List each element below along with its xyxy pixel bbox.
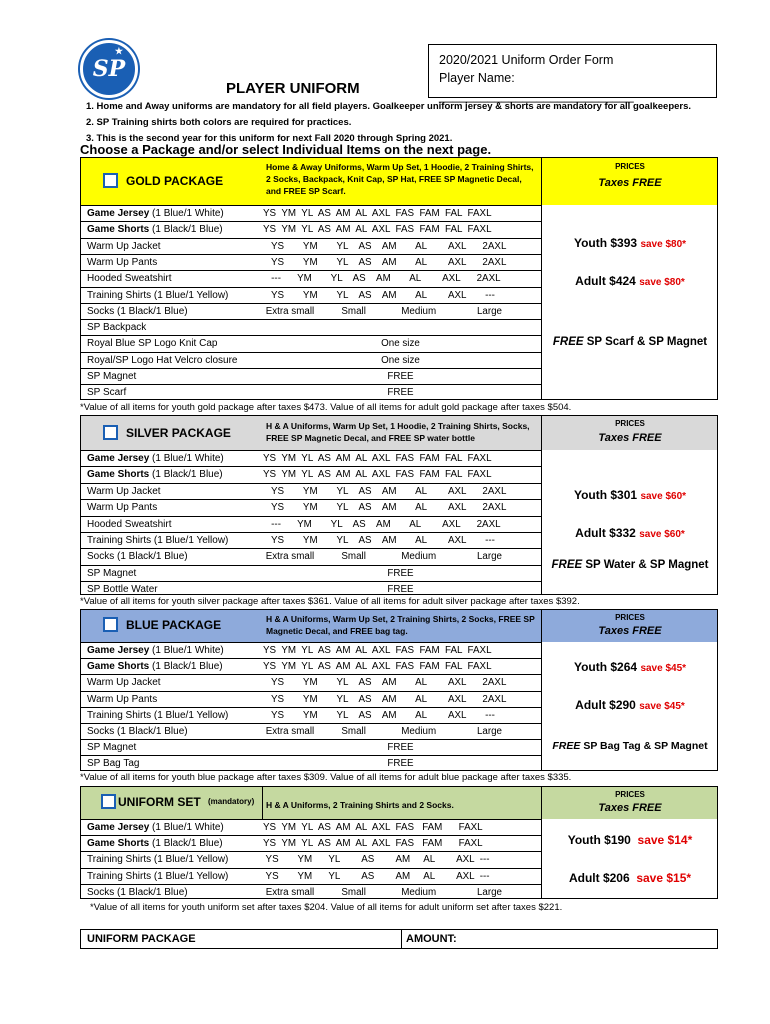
item-row[interactable] — [81, 739, 541, 755]
choose-heading: Choose a Package and/or select Individual Items on the next page. — [80, 142, 492, 157]
item-name: Game Jersey (1 Blue/1 White) — [87, 645, 224, 656]
item-name: Game Jersey (1 Blue/1 White) — [87, 822, 224, 833]
item-name: Game Jersey (1 Blue/1 White) — [87, 453, 224, 464]
blue-taxes-free: Taxes FREE — [598, 625, 662, 637]
size-options[interactable]: YS YM YL AS AM AL AXL 2AXL — [263, 502, 507, 514]
item-row[interactable] — [81, 483, 541, 499]
blue-youth-price: Youth $264 save $45* — [573, 660, 687, 674]
blue-package-label: BLUE PACKAGE — [126, 617, 222, 632]
item-name: Warm Up Pants — [87, 502, 158, 514]
size-options[interactable]: YS YM YL AS AM AL AXL --- — [263, 709, 495, 721]
item-row[interactable] — [81, 884, 541, 900]
item-row[interactable] — [81, 835, 541, 851]
uniform-set-taxes-free: Taxes FREE — [598, 802, 662, 814]
silver-youth-price: Youth $301 save $60* — [573, 488, 687, 502]
silver-description: H & A Uniforms, Warm Up Set, 1 Hoodie, 2 Training Shirts, Socks, FREE SP Magnetic Decal, and FREE SP water bottle — [266, 421, 530, 443]
silver-adult-price: Adult $332 save $60* — [575, 526, 685, 540]
item-row[interactable] — [81, 466, 541, 482]
item-row[interactable] — [81, 450, 541, 466]
order-form-box — [428, 44, 717, 103]
uniform-set-title — [101, 794, 254, 809]
blue-adult-price: Adult $290 save $45* — [575, 698, 685, 712]
gold-package-title — [103, 173, 223, 188]
item-row[interactable] — [81, 368, 541, 384]
gold-package-section — [80, 157, 718, 400]
item-row[interactable] — [81, 384, 541, 400]
item-row[interactable] — [81, 270, 541, 286]
size-options[interactable]: FREE — [387, 758, 414, 770]
item-row[interactable] — [81, 221, 541, 237]
rule-item: 2. SP Training shirts both colors are required for practices. — [86, 117, 352, 128]
size-options[interactable]: YS YM YL AS AM AL AXL FAS FAM FAXL — [263, 838, 483, 850]
blue-free-note: FREE SP Bag Tag & SP Magnet — [552, 740, 708, 752]
item-row[interactable] — [81, 723, 541, 739]
size-options[interactable]: YS YM YL AS AM AL AXL FAS FAM FAXL — [263, 822, 483, 833]
item-name: Game Shorts (1 Black/1 Blue) — [87, 224, 223, 236]
silver-checkbox[interactable] — [103, 425, 118, 440]
silver-package-section — [80, 415, 718, 595]
rule-item: 1. Home and Away uniforms are mandatory for all field players. Goalkeeper uniform jersey & shorts are mandatory for all goalkeepers. — [86, 101, 692, 112]
size-options[interactable]: YS YM YL AS AM AL AXL FAS FAM FAL FAXL — [263, 469, 492, 481]
size-options[interactable]: --- YM YL AS AM AL AXL 2AXL — [263, 518, 501, 530]
item-row[interactable] — [81, 674, 541, 690]
item-row[interactable] — [81, 548, 541, 564]
uniform-set-adult-price: Adult $206 save $15* — [568, 871, 692, 885]
blue-description: H & A Uniforms, Warm Up Set, 2 Training Shirts, 2 Socks, FREE SP Magnetic Decal, and FREE bag tag. — [266, 614, 535, 636]
size-options[interactable]: Extra small Small Medium Large — [263, 886, 503, 898]
item-name: SP Magnet — [87, 371, 137, 382]
item-row[interactable] — [81, 565, 541, 581]
sp-logo — [80, 40, 138, 98]
blue-package-title — [103, 617, 221, 632]
blue-footnote: *Value of all items for youth blue package after taxes $309. Value of all items for adult blue package after taxes $335. — [80, 772, 572, 783]
item-row[interactable] — [81, 205, 541, 221]
silver-prices-label: PRICES — [615, 419, 645, 428]
item-row[interactable] — [81, 352, 541, 368]
size-options[interactable]: YS YM YL AS AM AL AXL FAS FAM FAL FAXL — [263, 453, 492, 464]
item-row[interactable] — [81, 755, 541, 771]
amount-field[interactable]: AMOUNT: — [401, 930, 457, 948]
item-name: Warm Up Jacket — [87, 240, 161, 252]
item-name: Socks (1 Black/1 Blue) — [87, 886, 188, 898]
item-name: Warm Up Pants — [87, 693, 158, 705]
size-options[interactable]: Extra small Small Medium Large — [263, 305, 503, 317]
page-title: PLAYER UNIFORM — [226, 80, 360, 97]
order-form-title: 2020/2021 Uniform Order Form — [439, 53, 614, 67]
size-options[interactable]: YS YM YL AS AM AL AXL --- — [263, 535, 495, 546]
item-name: Training Shirts (1 Blue/1 Yellow) — [87, 535, 229, 546]
size-options[interactable]: FREE — [387, 387, 414, 399]
blue-package-section — [80, 609, 718, 771]
size-options[interactable]: YS YM YL AS AM AL AXL FAS FAM FAL FAXL — [263, 224, 492, 236]
item-name: Hooded Sweatshirt — [87, 273, 172, 285]
size-options[interactable]: YS YM YL AS AM AL AXL 2AXL — [263, 256, 507, 268]
blue-checkbox[interactable] — [103, 617, 118, 632]
item-row[interactable] — [81, 499, 541, 515]
item-name: Warm Up Pants — [87, 256, 158, 268]
item-name: Warm Up Jacket — [87, 485, 161, 497]
uniform-set-youth-price: Youth $190 save $14* — [567, 833, 693, 847]
gold-free-note: FREE SP Scarf & SP Magnet — [552, 336, 708, 348]
uniform-set-checkbox[interactable] — [101, 794, 116, 809]
item-row[interactable] — [81, 707, 541, 723]
silver-free-note: FREE SP Water & SP Magnet — [551, 559, 709, 571]
silver-taxes-free: Taxes FREE — [598, 432, 662, 444]
uniform-package-label: UNIFORM PACKAGE — [87, 933, 196, 945]
gold-checkbox[interactable] — [103, 173, 118, 188]
item-row[interactable] — [81, 658, 541, 674]
item-name: SP Backpack — [87, 322, 147, 334]
item-name: SP Magnet — [87, 567, 137, 579]
gold-package-label: GOLD PACKAGE — [126, 173, 224, 188]
silver-package-title — [103, 425, 231, 440]
size-options[interactable]: YS YM YL AS AM AL AXL 2AXL — [263, 240, 507, 252]
item-row[interactable] — [81, 851, 541, 867]
size-options[interactable]: FREE — [387, 742, 414, 754]
item-row[interactable] — [81, 238, 541, 254]
item-row[interactable] — [81, 868, 541, 884]
item-row[interactable] — [81, 287, 541, 303]
size-options[interactable]: YS YM YL AS AM AL AXL 2AXL — [263, 485, 507, 497]
rule-item: 3. This is the second year for this uniform for next Fall 2020 through Spring 2021. — [86, 133, 453, 144]
item-name: SP Bottle Water — [87, 584, 158, 596]
silver-package-label: SILVER PACKAGE — [126, 425, 231, 440]
gold-adult-price: Adult $424 save $80* — [575, 274, 685, 288]
size-options[interactable]: One size — [381, 338, 420, 350]
item-row[interactable] — [81, 819, 541, 835]
mandatory-label: (mandatory) — [208, 797, 255, 806]
blue-prices-label: PRICES — [615, 613, 645, 622]
item-name: Socks (1 Black/1 Blue) — [87, 305, 188, 317]
gold-youth-price: Youth $393 save $80* — [573, 236, 687, 250]
item-name: Royal/SP Logo Hat Velcro closure — [87, 354, 238, 366]
size-options[interactable]: One size — [381, 354, 420, 366]
item-row[interactable] — [81, 642, 541, 658]
item-name: Socks (1 Black/1 Blue) — [87, 726, 188, 737]
gold-description: Home & Away Uniforms, Warm Up Set, 1 Hoodie, 2 Training Shirts, 2 Socks, Backpack, Knit Cap, SP Hat, FREE SP Magnetic Decal, and FREE SP Scarf. — [266, 162, 534, 196]
item-name: Training Shirts (1 Blue/1 Yellow) — [87, 289, 229, 301]
item-row[interactable] — [81, 303, 541, 319]
item-name: Game Shorts (1 Black/1 Blue) — [87, 661, 223, 673]
item-row[interactable] — [81, 335, 541, 351]
size-options[interactable]: --- YM YL AS AM AL AXL 2AXL — [263, 273, 501, 285]
item-name: SP Magnet — [87, 742, 137, 754]
item-row[interactable] — [81, 516, 541, 532]
item-name: SP Bag Tag — [87, 758, 140, 770]
item-name: Game Shorts (1 Black/1 Blue) — [87, 469, 223, 481]
item-name: Warm Up Jacket — [87, 677, 161, 689]
uniform-set-section — [80, 786, 718, 899]
item-name: Game Shorts (1 Black/1 Blue) — [87, 838, 223, 850]
size-options[interactable]: YS YM YL AS AM AL AXL FAS FAM FAL FAXL — [263, 661, 492, 673]
item-name: SP Scarf — [87, 387, 127, 399]
item-row[interactable] — [81, 254, 541, 270]
item-name: Socks (1 Black/1 Blue) — [87, 551, 188, 563]
gold-footnote: *Value of all items for youth gold package after taxes $473. Value of all items for adult gold package after taxes $504. — [80, 402, 572, 413]
item-name: Royal Blue SP Logo Knit Cap — [87, 338, 218, 350]
uniform-set-header-divider — [262, 787, 263, 819]
item-name: Game Jersey (1 Blue/1 White) — [87, 208, 224, 219]
size-options[interactable]: YS YM YL AS AM AL AXL 2AXL — [263, 693, 507, 705]
item-name: Training Shirts (1 Blue/1 Yellow) — [87, 870, 229, 882]
silver-footnote: *Value of all items for youth silver package after taxes $361. Value of all items for adult silver package after taxes $392. — [80, 596, 580, 607]
uniform-set-description: H & A Uniforms, 2 Training Shirts and 2 Socks. — [266, 800, 454, 810]
size-options[interactable]: FREE — [387, 371, 414, 382]
size-options[interactable]: Extra small Small Medium Large — [263, 726, 503, 737]
item-name: Training Shirts (1 Blue/1 Yellow) — [87, 854, 229, 866]
size-options[interactable]: YS YM YL AS AM AL AXL --- — [263, 854, 490, 866]
size-options[interactable]: FREE — [387, 567, 414, 579]
uniform-set-prices-label: PRICES — [615, 790, 645, 799]
size-options[interactable]: FREE — [387, 584, 414, 596]
logo-text: SP — [92, 56, 126, 82]
size-options[interactable]: YS YM YL AS AM AL AXL FAS FAM FAL FAXL — [263, 645, 492, 656]
gold-prices-label: PRICES — [615, 162, 645, 171]
size-options[interactable]: Extra small Small Medium Large — [263, 551, 503, 563]
item-name: Hooded Sweatshirt — [87, 518, 172, 530]
order-summary-box — [80, 929, 718, 949]
size-options[interactable]: YS YM YL AS AM AL AXL 2AXL — [263, 677, 507, 689]
player-name-field[interactable]: Player Name: ____________________________ — [439, 71, 634, 103]
gold-taxes-free: Taxes FREE — [598, 177, 662, 189]
uniform-set-footnote: *Value of all items for youth uniform set after taxes $204. Value of all items for adult uniform set after taxes $221. — [90, 902, 563, 913]
star-icon: ★ — [114, 47, 123, 57]
size-options[interactable]: YS YM YL AS AM AL AXL --- — [263, 870, 490, 882]
size-options[interactable]: YS YM YL AS AM AL AXL FAS FAM FAL FAXL — [263, 208, 492, 219]
uniform-set-label: UNIFORM SET — [118, 794, 201, 809]
item-row[interactable] — [81, 319, 541, 335]
item-name: Training Shirts (1 Blue/1 Yellow) — [87, 709, 229, 721]
item-row[interactable] — [81, 691, 541, 707]
size-options[interactable]: YS YM YL AS AM AL AXL --- — [263, 289, 495, 301]
rules-list — [86, 99, 691, 147]
item-row[interactable] — [81, 532, 541, 548]
